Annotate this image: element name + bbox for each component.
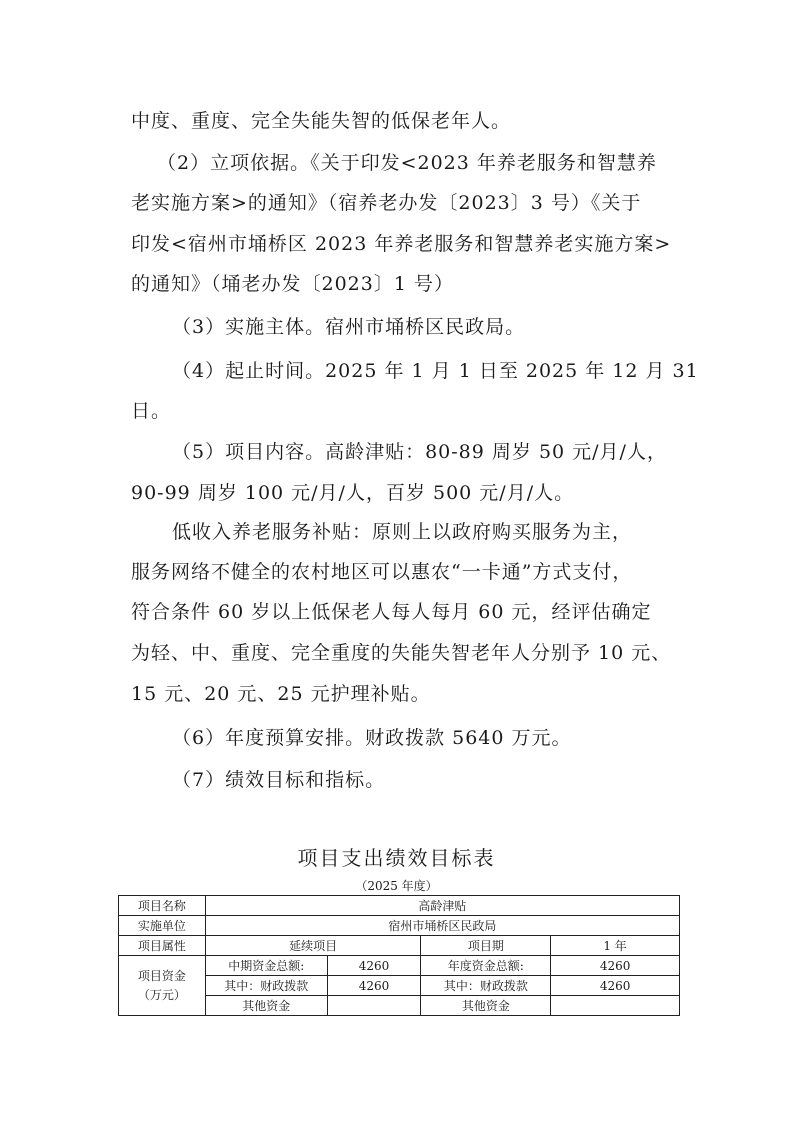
body-line-8: 日。: [131, 400, 172, 422]
body-line-4: 印发<宿州市埇桥区 2023 年养老服务和智慧养老实施方案>: [131, 233, 672, 255]
table-row: [119, 916, 680, 936]
annual-total-label: 年度资金总额:: [421, 956, 551, 976]
mid-fiscal-value: 4260: [327, 976, 421, 996]
project-name-value: 高龄津贴: [205, 896, 679, 916]
period-label: 项目期: [421, 936, 551, 956]
body-line-17: （7）绩效目标和指标。: [172, 769, 386, 791]
performance-target-table: [118, 895, 680, 1016]
annual-other-label: 其他资金: [421, 996, 551, 1016]
annual-other-value: [551, 996, 680, 1016]
body-line-9: （5）项目内容。高龄津贴：80-89 周岁 50 元/月/人，: [172, 441, 667, 463]
mid-other-label: 其他资金: [205, 996, 327, 1016]
body-line-10: 90-99 周岁 100 元/月/人，百岁 500 元/月/人。: [131, 482, 575, 504]
body-line-6: （3）实施主体。宿州市埇桥区民政局。: [172, 316, 526, 338]
mid-total-value: 4260: [327, 956, 421, 976]
annual-fiscal-label: 其中：财政拨款: [421, 976, 551, 996]
table-year: （2025 年度）: [355, 879, 438, 893]
mid-other-value: [327, 996, 421, 1016]
body-line-14: 为轻、中、重度、完全重度的失能失智老年人分别予 10 元、: [131, 642, 672, 664]
table-title: 项目支出绩效目标表: [297, 846, 496, 870]
unit-value: 宿州市埇桥区民政局: [205, 916, 679, 936]
annual-fiscal-value: 4260: [551, 976, 680, 996]
funds-label-line-2: （万元）: [137, 987, 186, 1002]
body-line-13: 符合条件 60 岁以上低保老人每人每月 60 元，经评估确定: [131, 601, 652, 623]
attr-value: 延续项目: [205, 936, 421, 956]
body-line-3: 老实施方案>的通知》（宿养老办发〔2023〕3 号）《关于: [131, 192, 642, 214]
period-value: 1 年: [551, 936, 680, 956]
body-line-1: 中度、重度、完全失能失智的低保老年人。: [131, 110, 512, 132]
funds-label: [119, 956, 206, 1016]
table-row: [119, 936, 680, 956]
mid-total-label: 中期资金总额:: [205, 956, 327, 976]
body-line-16: （6）年度预算安排。财政拨款 5640 万元。: [172, 727, 572, 749]
project-name-label: 项目名称: [119, 896, 206, 916]
body-line-15: 15 元、20 元、25 元护理补贴。: [131, 683, 431, 705]
unit-label: 实施单位: [119, 916, 206, 936]
table-row: [119, 896, 680, 916]
annual-total-value: 4260: [551, 956, 680, 976]
body-line-12: 服务网络不健全的农村地区可以惠农“一卡通”方式支付，: [131, 561, 633, 583]
body-line-5: 的通知》（埇老办发〔2023〕1 号）: [131, 273, 454, 295]
body-line-11: 低收入养老服务补贴：原则上以政府购买服务为主，: [172, 521, 633, 543]
table-row: [119, 956, 680, 976]
body-line-7: （4）起止时间。2025 年 1 月 1 日至 2025 年 12 月 31: [172, 360, 699, 382]
attr-label: 项目属性: [119, 936, 206, 956]
body-line-2: （2）立项依据。《关于印发<2023 年养老服务和智慧养: [157, 152, 657, 174]
funds-label-line-1: 项目资金: [137, 968, 186, 983]
mid-fiscal-label: 其中：财政拨款: [205, 976, 327, 996]
